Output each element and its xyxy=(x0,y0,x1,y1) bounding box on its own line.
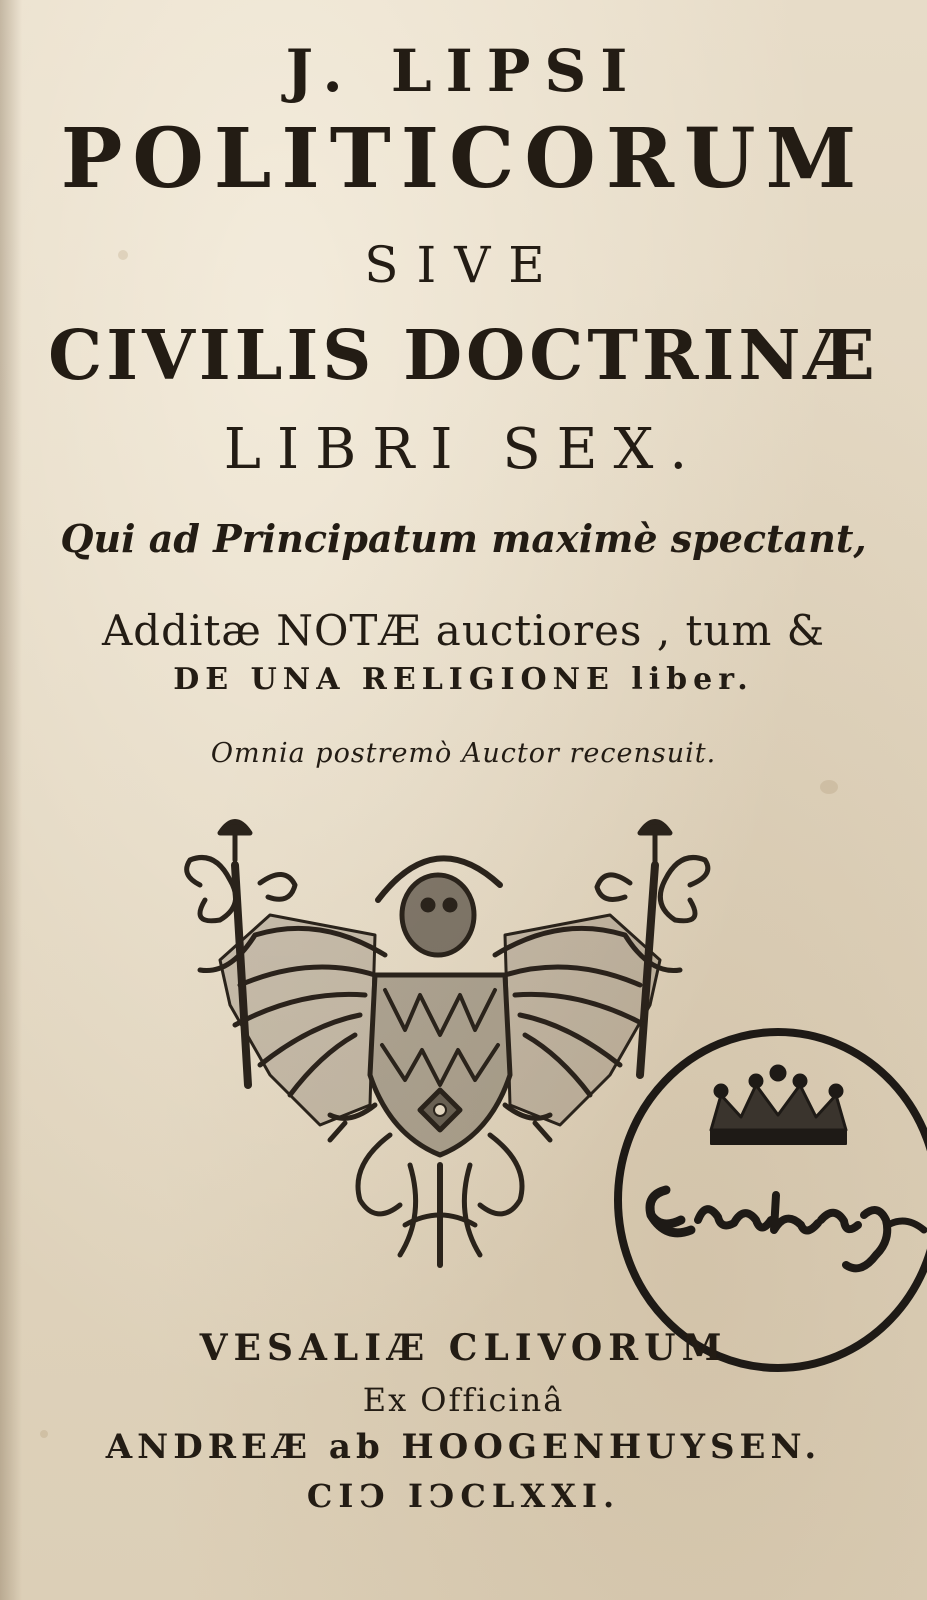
subtitle-line-2: Additæ NOTÆ auctiores , tum & xyxy=(101,606,826,655)
title-line-2: SIVE xyxy=(364,236,563,294)
title-line-3: CIVILIS DOCTRINÆ xyxy=(48,316,879,396)
subtitle-line-3: DE UNA RELIGIONE liber. xyxy=(173,662,754,697)
author-name: J. LIPSI xyxy=(285,37,642,105)
imprint-office: Ex Officinâ xyxy=(362,1381,565,1419)
foxing-spot xyxy=(820,780,838,794)
title-line-1: POLITICORUM xyxy=(60,111,867,207)
imprint-place: VESALIÆ CLIVORUM xyxy=(199,1327,728,1369)
title-line-4: LIBRI SEX. xyxy=(223,417,704,482)
subtitle-line-1: Qui ad Principatum maximè spectant, xyxy=(60,516,867,561)
imprint-year: CIↃ IↃCLXXI. xyxy=(306,1477,621,1515)
imprint-printer: ANDREÆ ab HOOGENHUYSEN. xyxy=(105,1427,822,1467)
subtitle-line-4: Omnia postremò Auctor recensuit. xyxy=(210,738,717,769)
